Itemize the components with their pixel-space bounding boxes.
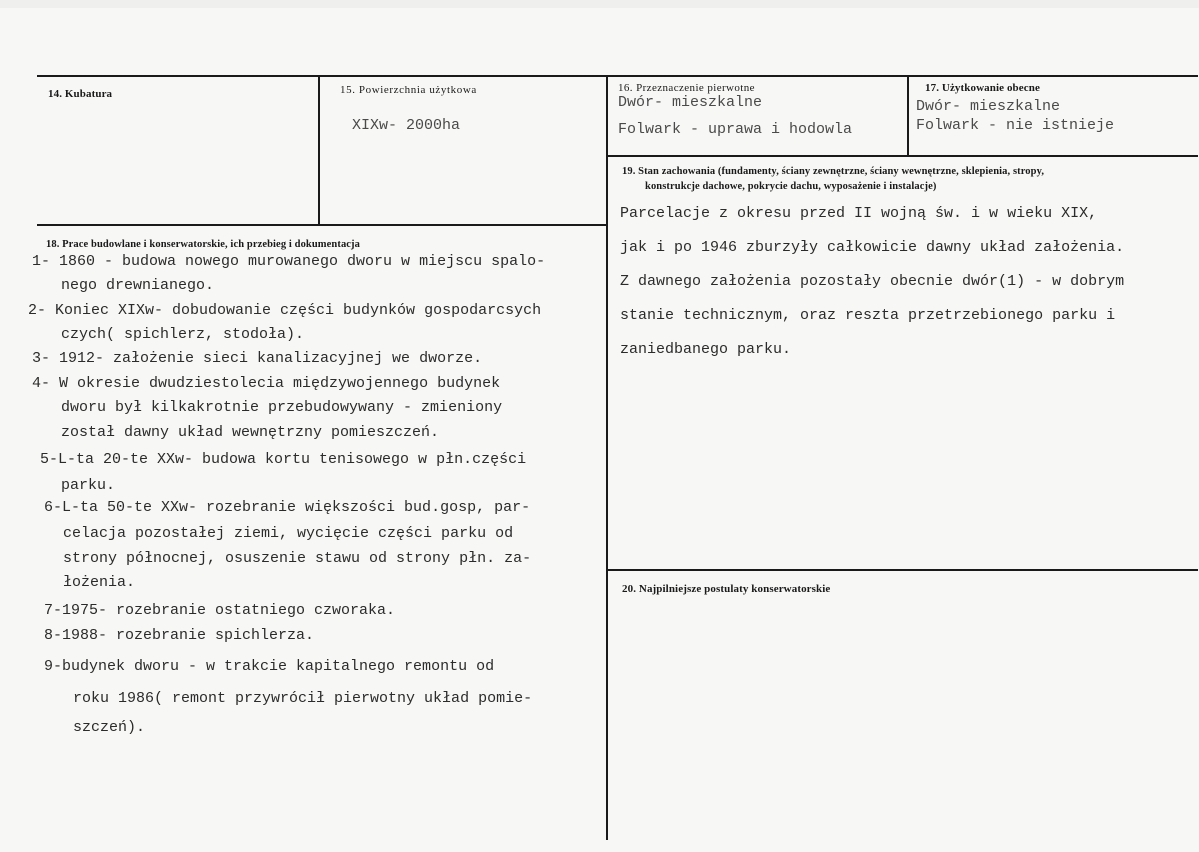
field-16-line-1: Dwór- mieszkalne	[618, 94, 763, 111]
field-18-line: celacja pozostałej ziemi, wycięcie części parku od	[63, 525, 514, 542]
top-rule	[37, 75, 1198, 77]
field-18-line: strony północnej, osuszenie stawu od strony płn. za-	[63, 550, 532, 567]
field-15-label: 15. Powierzchnia użytkowa	[340, 84, 477, 96]
field-18-line: 9-budynek dworu - w trakcie kapitalnego remontu od	[44, 658, 495, 675]
field-19-line: stanie technicznym, oraz reszta przetrzebionego parku i	[620, 307, 1116, 324]
field-18-line: 8-1988- rozebranie spichlerza.	[44, 627, 315, 644]
field-19-line: Z dawnego założenia pozostały obecnie dwór(1) - w dobrym	[620, 273, 1125, 290]
field-16-line-2: Folwark - uprawa i hodowla	[618, 121, 853, 138]
field-18-line: czych( spichlerz, stodoła).	[61, 326, 305, 343]
field-18-line: roku 1986( remont przywrócił pierwotny układ pomie-	[73, 690, 533, 707]
field-18-line: dworu był kilkakrotnie przebudowywany - zmieniony	[61, 399, 503, 416]
field-14-label: 14. Kubatura	[48, 88, 113, 100]
field-18-line: 7-1975- rozebranie ostatniego czworaka.	[44, 602, 396, 619]
divider-14-15	[318, 75, 320, 225]
field-19-line: jak i po 1946 zburzyły całkowicie dawny układ założenia.	[620, 239, 1125, 256]
field-18-line: 6-L-ta 50-te XXw- rozebranie większości bud.gosp, par-	[44, 499, 531, 516]
field-19-line: zaniedbanego parku.	[620, 341, 792, 358]
field-18-line: został dawny układ wewnętrzny pomieszczeń.	[61, 424, 440, 441]
field-18-line: szczeń).	[73, 719, 146, 736]
field-19-label-cont: konstrukcje dachowe, pokrycie dachu, wyposażenie i instalacje)	[645, 181, 937, 192]
field-18-line: 3- 1912- założenie sieci kanalizacyjnej we dworze.	[32, 350, 483, 367]
field-17-label: 17. Użytkowanie obecne	[925, 82, 1040, 94]
divider-16-17	[907, 75, 909, 156]
field-18-label: 18. Prace budowlane i konserwatorskie, ich przebieg i dokumentacja	[46, 239, 361, 250]
field-18-line: 1- 1860 - budowa nowego murowanego dworu w miejscu spalo-	[32, 253, 546, 270]
field-15-value: XIXw- 2000ha	[352, 117, 461, 134]
field-16-label: 16. Przeznaczenie pierwotne	[618, 82, 755, 94]
field-17-line-1: Dwór- mieszkalne	[916, 98, 1061, 115]
rule-under-16-17	[606, 155, 1198, 157]
field-18-line: 5-L-ta 20-te XXw- budowa kortu tenisowego w płn.części	[40, 451, 527, 468]
divider-15-16	[606, 75, 608, 840]
field-18-line: 4- W okresie dwudziestolecia międzywojennego budynek	[32, 375, 501, 392]
rule-under-14-15	[37, 224, 608, 226]
field-18-line: nego drewnianego.	[61, 277, 215, 294]
field-18-line: 2- Koniec XIXw- dobudowanie części budynków gospodarcsych	[28, 302, 542, 319]
field-17-line-2: Folwark - nie istnieje	[916, 117, 1115, 134]
top-strip	[0, 0, 1199, 8]
field-19-label: 19. Stan zachowania (fundamenty, ściany zewnętrzne, ściany wewnętrzne, sklepienia, stropy,	[622, 166, 1045, 177]
field-19-line: Parcelacje z okresu przed II wojną św. i w wieku XIX,	[620, 205, 1098, 222]
field-18-line: łożenia.	[63, 574, 136, 591]
field-18-line: parku.	[61, 477, 116, 494]
field-20-label: 20. Najpilniejsze postulaty konserwatorskie	[622, 583, 831, 595]
rule-above-20	[606, 569, 1198, 571]
